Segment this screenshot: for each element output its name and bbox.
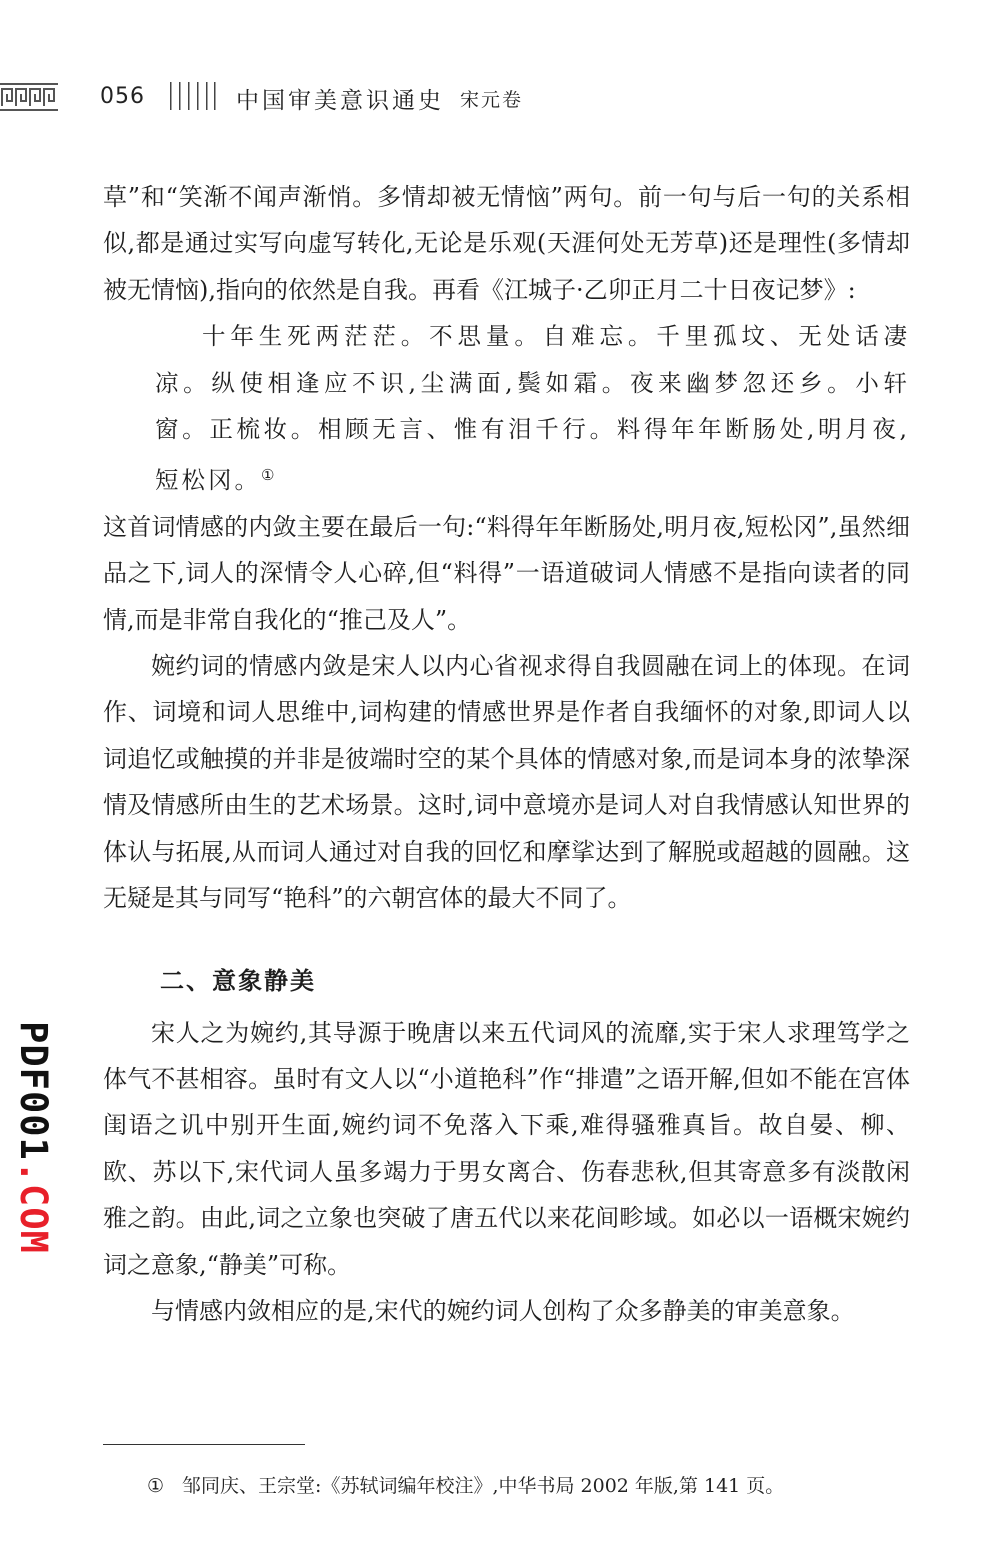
footnote-reference[interactable]: ① (261, 466, 275, 485)
page-body (103, 174, 910, 1334)
footnote (147, 1473, 784, 1499)
watermark-part-1: PDF001 (11, 1020, 55, 1161)
vertical-bars-ornament-icon (170, 82, 216, 110)
poem-text: 十年生死两茫茫。不思量。自难忘。千里孤坟、无处话凄凉。纵使相逢应不识,尘满面,鬓如霜。夜来幽梦忽还乡。小轩窗。正梳妆。相顾无言、惟有泪千行。料得年年断肠处,明月夜,短松冈。 (155, 322, 910, 495)
footnote-divider (103, 1444, 305, 1445)
paragraph-4: 宋人之为婉约,其导源于晚唐以来五代词风的流靡,实于宋人求理笃学之体气不甚相容。虽时有文人以“小道艳科”作“排遣”之语开解,但如不能在宫体闺语之讥中别开生面,婉约词不免落入下乘,难得骚雅真旨。故自晏、柳、欧、苏以下,宋代词人虽多竭力于男女离合、伤春悲秋,但其寄意多有淡散闲雅之韵。由此,词之立象也突破了唐五代以来花间畛域。如必以一语概宋婉约词之意象,“静美”可称。 (103, 1018, 910, 1279)
watermark-text (12, 1021, 55, 1254)
footnote-text: 邹同庆、王宗堂:《苏轼词编年校注》,中华书局 2002 年版,第 141 页。 (182, 1475, 785, 1497)
page-header (0, 78, 1000, 122)
book-title: 中国审美意识通史 (236, 88, 444, 114)
footnote-mark: ① (147, 1475, 165, 1497)
page-number: 056 (100, 84, 145, 109)
paragraph-1: 草”和“笑渐不闻声渐悄。多情却被无情恼”两句。前一句与后一句的关系相似,都是通过实写向虚写转化,无论是乐观(天涯何处无芳草)还是理性(多情却被无情恼),指向的依然是自我。再看《江城子·乙卯正月二十日夜记梦》: (103, 183, 910, 304)
watermark-part-2: .COM (11, 1160, 55, 1254)
paragraph-3: 婉约词的情感内敛是宋人以内心省视求得自我圆融在词上的体现。在词作、词境和词人思维中,词构建的情感世界是作者自我缅怀的对象,即词人以词追忆或触摸的并非是彼端时空的某个具体的情感对象,而是词本身的浓挚深情及情感所由生的艺术场景。这时,词中意境亦是词人对自我情感认知世界的体认与拓展,从而词人通过对自我的回忆和摩挲达到了解脱或超越的圆融。这无疑是其与同写“艳科”的六朝宫体的最大不同了。 (103, 652, 910, 913)
poem-block (155, 313, 910, 504)
section-heading: 二、意象静美 (160, 966, 316, 995)
volume-title: 宋元卷 (460, 89, 524, 111)
paragraph-5: 与情感内敛相应的是,宋代的婉约词人创构了众多静美的审美意象。 (151, 1296, 855, 1325)
fret-ornament-icon (0, 82, 58, 112)
paragraph-2: 这首词情感的内敛主要在最后一句:“料得年年断肠处,明月夜,短松冈”,虽然细品之下,词人的深情令人心碎,但“料得”一语道破词人情感不是指向读者的同情,而是非常自我化的“推己及人”。 (103, 512, 910, 634)
watermark (8, 1012, 58, 1262)
